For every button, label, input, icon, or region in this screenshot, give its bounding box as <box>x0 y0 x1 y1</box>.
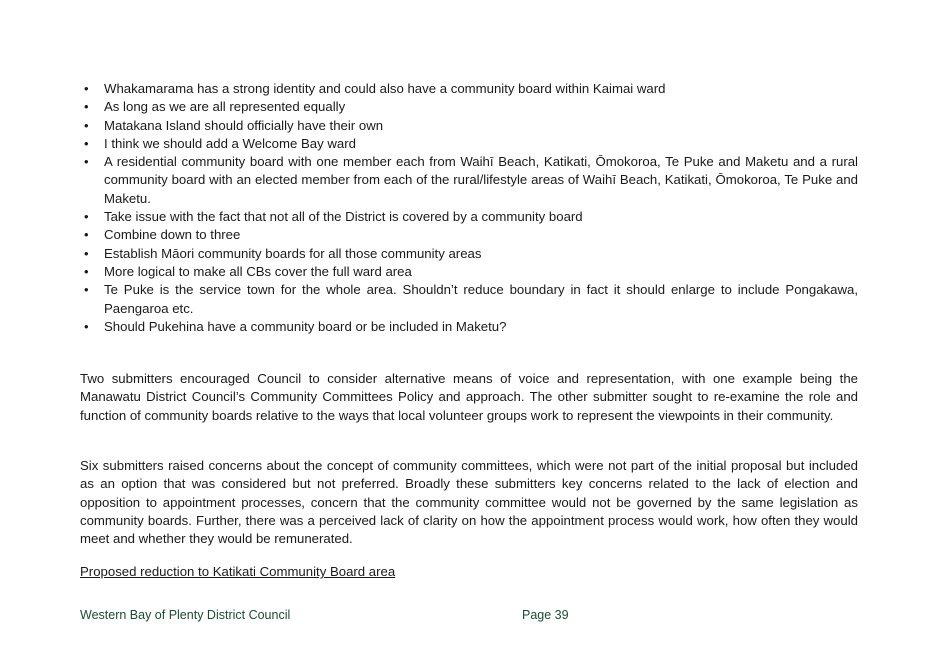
bullet-item: • More logical to make all CBs cover the full ward area <box>80 263 858 281</box>
paragraph-alternative-representation: Two submitters encouraged Council to consider alternative means of voice and representation, with one example being the Manawatu District Council’s Community Committees Policy and approach. The other submitter sought to re-examine the role and function of community boards relative to the ways that local volunteer groups work to represent the viewpoints in their community. <box>80 371 858 423</box>
bullet-item: • Te Puke is the service town for the whole area. Shouldn’t reduce boundary in fact it should enlarge to include Pongakawa, Paengaroa etc. <box>80 281 858 318</box>
bullet-item: • Whakamarama has a strong identity and could also have a community board within Kaimai ward <box>80 80 858 98</box>
bullet-item: • I think we should add a Welcome Bay ward <box>80 135 858 153</box>
bullet-item: • Matakana Island should officially have their own <box>80 117 858 135</box>
bullet-item: • Take issue with the fact that not all of the District is covered by a community board <box>80 208 858 226</box>
bullet-item: • As long as we are all represented equally <box>80 98 858 116</box>
footer-page-number: Page 39 <box>522 608 569 622</box>
bullet-item: • Establish Māori community boards for all those community areas <box>80 245 858 263</box>
bullet-item: • Combine down to three <box>80 226 858 244</box>
footer-organization: Western Bay of Plenty District Council <box>80 608 291 622</box>
bullet-item: • A residential community board with one member each from Waihī Beach, Katikati, Ōmokoroa, Te Puke and Maketu and a rural community board with an elected member from each of the rural/lifestyle areas of Waihī Beach, Katikati, Ōmokoroa, Te Puke and Maketu. <box>80 153 858 208</box>
section-heading: Proposed reduction to Katikati Community Board area <box>80 564 396 579</box>
submission-bullet-list <box>80 80 858 336</box>
bullet-item: • Should Pukehina have a community board or be included in Maketu? <box>80 318 858 336</box>
paragraph-community-committees: Six submitters raised concerns about the concept of community committees, which were not part of the initial proposal but included as an option that was considered but not preferred. Broadly these submitters key concerns related to the lack of election and opposition to appointment processes, concern that the community committee would not be governed by the same legislation as community boards. Further, there was a perceived lack of clarity on how the appointment process would work, how often they would meet and whether they would be remunerated. <box>80 458 858 547</box>
